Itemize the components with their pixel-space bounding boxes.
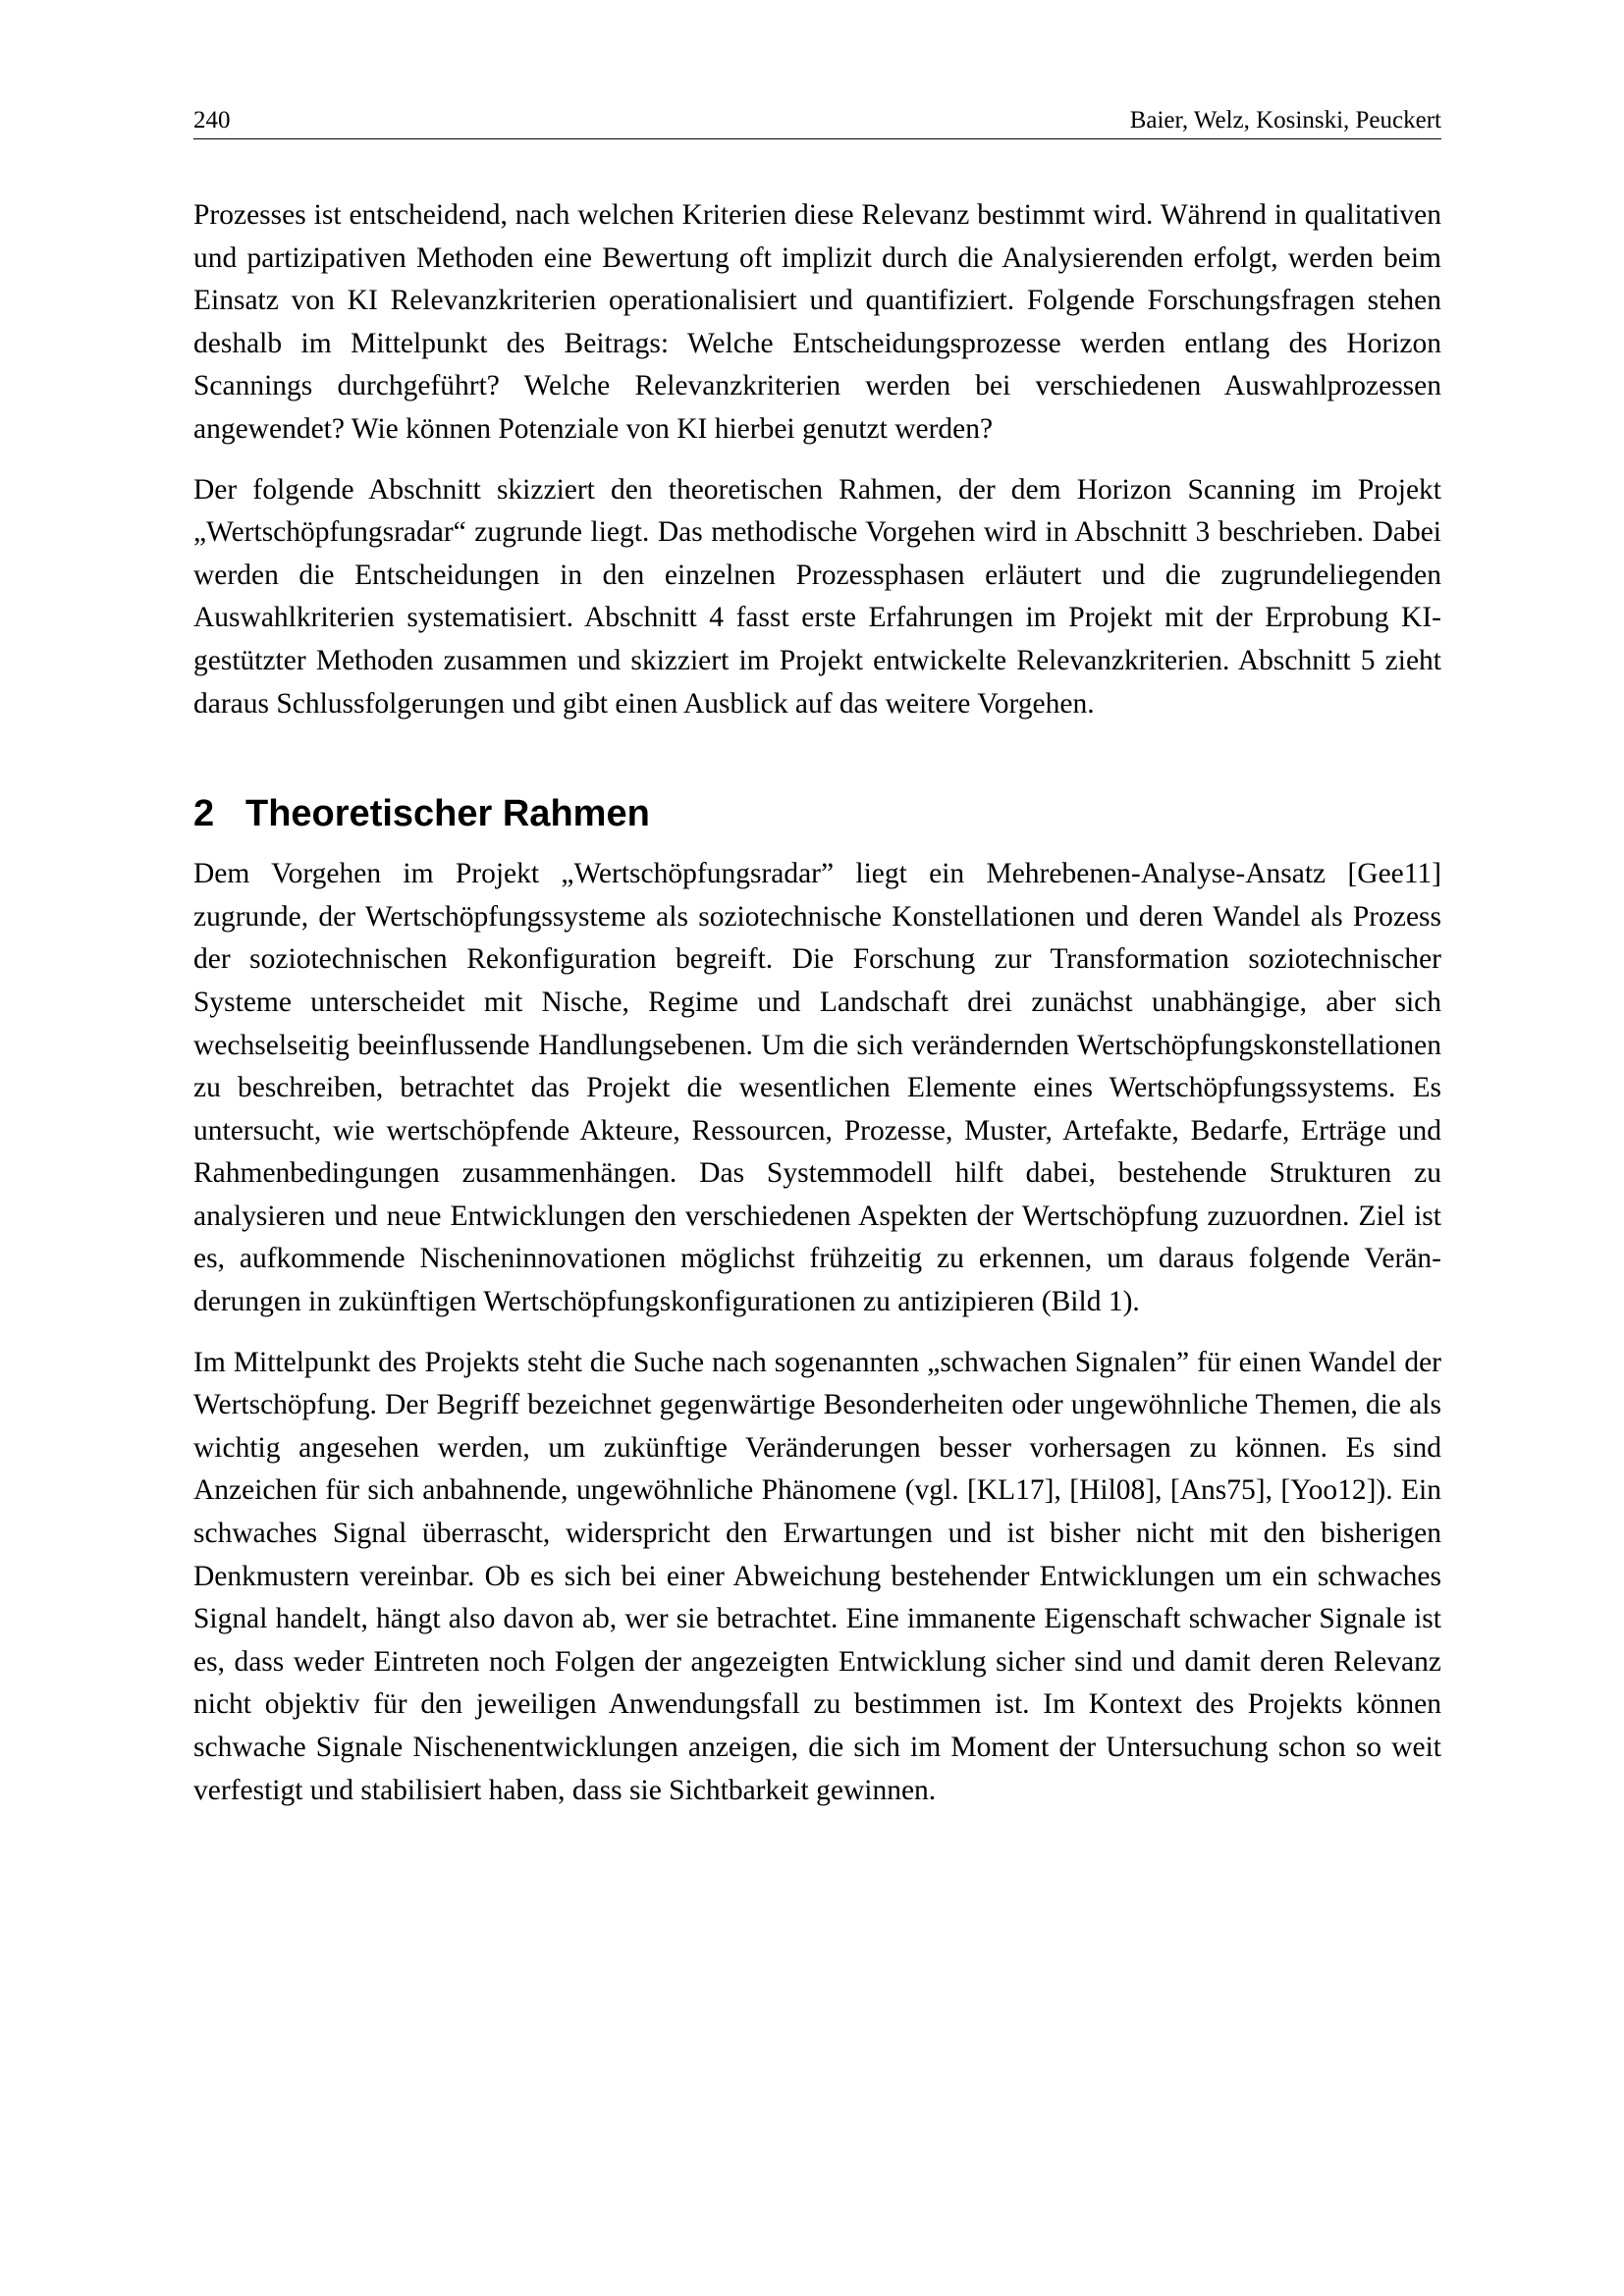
running-header (193, 106, 1441, 139)
paragraph-section-1: Dem Vorgehen im Projekt „Wertschöpfungsradar” liegt ein Mehrebenen-Analyse-Ansatz [Gee11] zugrunde, der Wertschöpfungssysteme als soziotechnische Konstellationen und deren Wandel als Prozess der soziotechnischen Rekonfiguration begreift. Die Forschung zur Transformation soziotechnischer Systeme unterscheidet mit Nische, Regime und Landschaft drei zunächst unabhängige, aber sich wechselseitig beeinflussende Handlungsebenen. Um die sich verändernden Wertschöpfungskonstellationen zu beschreiben, betrachtet das Projekt die wesentlichen Elemente eines Wertschöpfungssystems. Es untersucht, wie wertschöpfende Akteure, Ressourcen, Prozesse, Muster, Artefakte, Bedarfe, Erträge und Rahmenbedingungen zusammenhängen. Das Systemmodell hilft dabei, bestehende Strukturen zu analysieren und neue Entwicklungen den verschiedenen Aspekten der Wertschöpfung zuzuordnen. Ziel ist es, aufkommende Nischeninnovationen möglichst frühzeitig zu erkennen, um daraus folgende Veränderungen in zukünftigen Wertschöpfungskonfigurationen zu antizipieren (Bild 1). (193, 858, 1441, 1318)
paragraph-section-2: Im Mittelpunkt des Projekts steht die Suche nach sogenannten „schwachen Signalen” für einen Wandel der Wertschöpfung. Der Begriff bezeichnet gegenwärtige Besonderheiten oder ungewöhnliche Themen, die als wichtig angesehen werden, um zukünftige Veränderungen besser vorhersagen zu können. Es sind Anzeichen für sich anbahnende, ungewöhnliche Phänomene (vgl. [KL17], [Hil08], [Ans75], [Yoo12]). Ein schwaches Signal überrascht, widerspricht den Erwartungen und ist bisher nicht mit den bisherigen Denkmustern vereinbar. Ob es sich bei einer Abweichung bestehender Entwicklungen um ein schwaches Signal handelt, hängt also davon ab, wer sie betrachtet. Eine immanente Eigenschaft schwacher Signale ist es, dass weder Eintreten noch Folgen der angezeigten Entwicklung sicher sind und damit deren Relevanz nicht objektiv für den jeweiligen Anwendungsfall zu bestimmen ist. Im Kontext des Projekts können schwache Signale Nischenentwicklungen anzeigen, die sich im Moment der Untersuchung schon so weit verfestigt und stabilisiert haben, dass sie Sichtbarkeit gewinnen. (193, 1346, 1441, 1806)
paragraph-intro-2: Der folgende Abschnitt skizziert den theoretischen Rahmen, der dem Horizon Scanning im Projekt „Wertschöpfungsradar“ zugrunde liegt. Das methodische Vorgehen wird in Abschnitt 3 beschrieben. Dabei werden die Entscheidungen in den einzelnen Prozessphasen erläutert und die zugrundeliegenden Auswahlkriterien systematisiert. Abschnitt 4 fasst erste Erfahrungen im Projekt mit der Erprobung KI-gestützter Methoden zusammen und skizziert im Projekt entwickelte Relevanzkriterien. Abschnitt 5 zieht daraus Schlussfolgerungen und gibt einen Ausblick auf das weitere Vorgehen. (193, 473, 1441, 720)
paragraph-intro-1: Prozesses ist entscheidend, nach welchen Kriterien diese Relevanz bestimmt wird. Während in qualitativen und partizipativen Methoden eine Bewertung oft implizit durch die Analysierenden erfolgt, werden beim Einsatz von KI Relevanzkriterien operationalisiert und quantifiziert. Folgende Forschungsfragen stehen deshalb im Mittelpunkt des Beitrags: Welche Entscheidungsprozesse werden entlang des Horizon Scannings durchgeführt? Welche Relevanzkriterien werden bei verschiedenen Auswahlprozessen angewendet? Wie können Potenziale von KI hierbei genutzt werden? (193, 199, 1441, 445)
author-names: Baier, Welz, Kosinski, Peuckert (1129, 107, 1441, 133)
section-title: Theoretischer Rahmen (245, 793, 650, 835)
body-text (193, 194, 1441, 1812)
section-heading (193, 791, 1441, 836)
document-page (193, 106, 1441, 1812)
page-number: 240 (193, 107, 231, 133)
section-number: 2 (193, 793, 215, 835)
